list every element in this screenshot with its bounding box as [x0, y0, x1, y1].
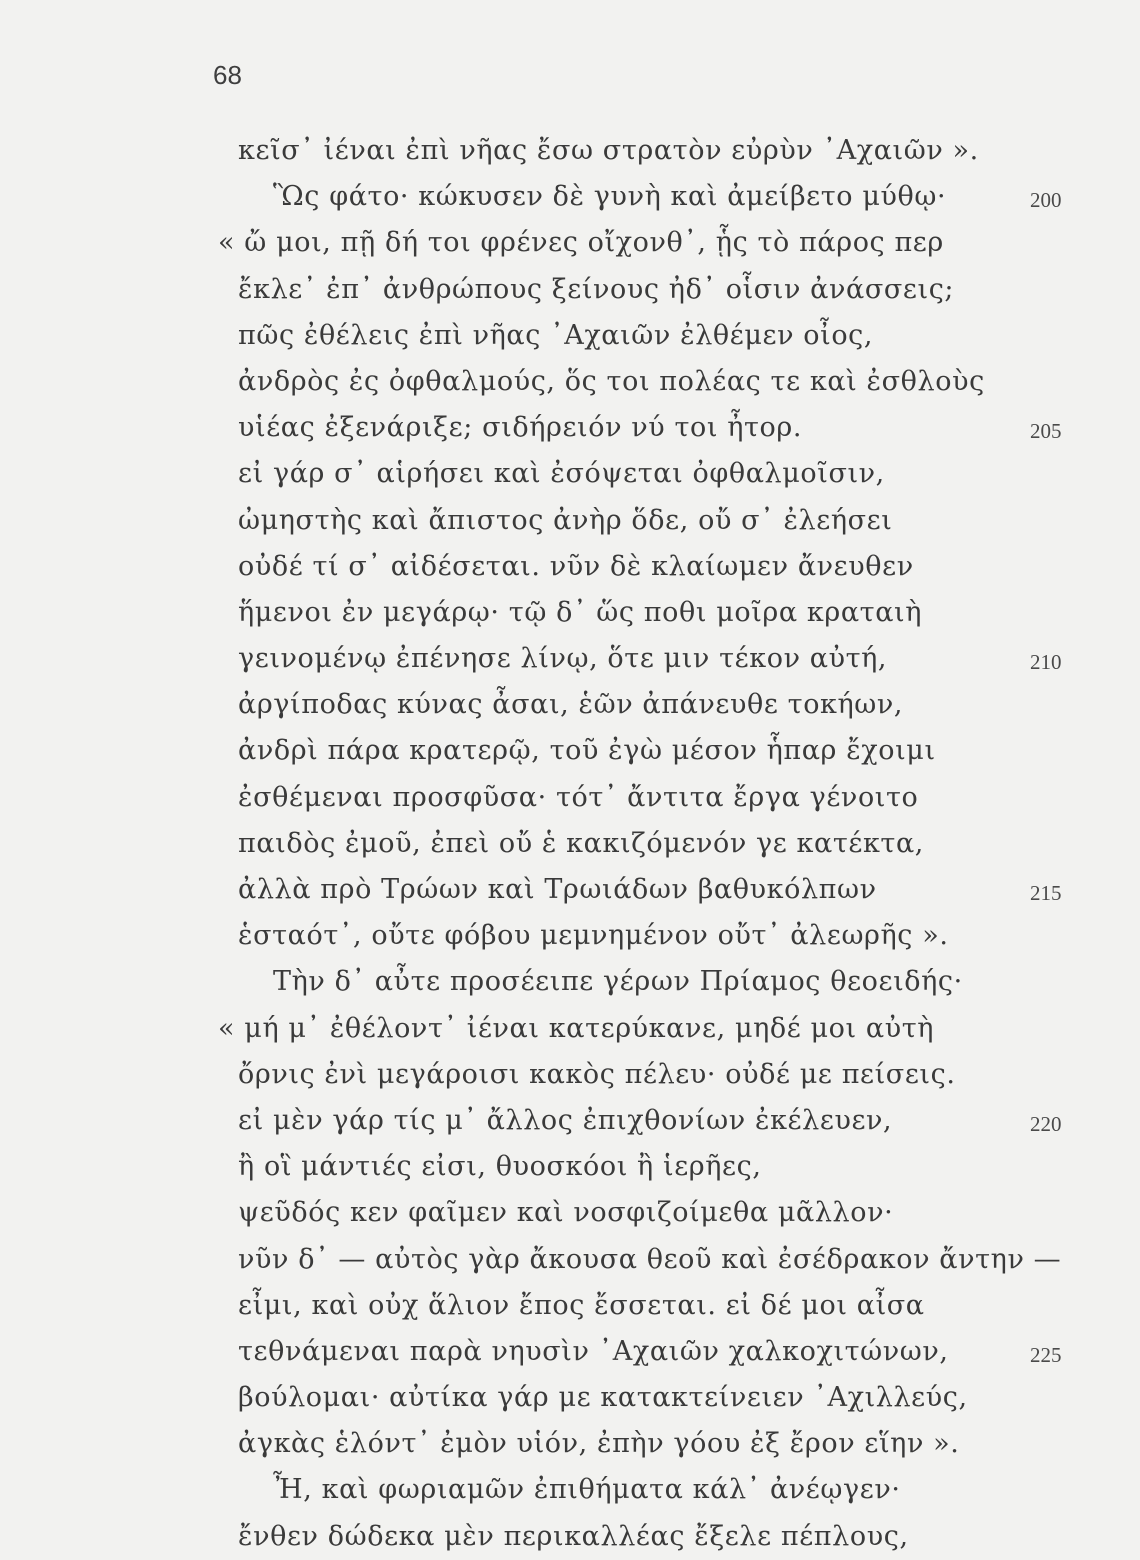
verse-line-text: ἀνδρὸς ἐς ὀφθαλμούς, ὅς τοι πολέας τε καὶ ἐσθλοὺς [238, 365, 985, 397]
line-number: 215 [1030, 881, 1062, 905]
verse-line-text: οὐδέ τί σ᾽ αἰδέσεται. νῦν δὲ κλαίωμεν ἄνευθεν [238, 550, 914, 582]
verse-line [0, 1237, 1140, 1283]
verse-line-text: ἀλλὰ πρὸ Τρώων καὶ Τρωιάδων βαθυκόλπων [238, 874, 877, 905]
verse-line [0, 913, 1140, 959]
verse-line-text: πῶς ἐθέλεις ἐπὶ νῆας ᾿Αχαιῶν ἐλθέμεν οἶος, [238, 319, 874, 351]
verse-line-text: εἶμι, καὶ οὐχ ἅλιον ἔπος ἔσσεται. εἰ δέ μοι αἶσα [238, 1289, 925, 1321]
verse-line-text: τεθνάμεναι παρὰ νηυσὶν ᾿Αχαιῶν χαλκοχιτώνων, [238, 1335, 949, 1367]
verse-line-text: παιδὸς ἐμοῦ, ἐπεὶ οὔ ἑ κακιζόμενόν γε κατέκτα, [238, 827, 924, 859]
verse-line [0, 128, 1140, 174]
verse-line-text: Ὣς φάτο· κώκυσεν δὲ γυνὴ καὶ ἀμείβετο μύθῳ· [273, 181, 947, 213]
verse-line [0, 1283, 1140, 1329]
verse-line [0, 313, 1140, 359]
verse-line-text: Τὴν δ᾽ αὖτε προσέειπε γέρων Πρίαμος θεοειδής· [273, 966, 963, 998]
page-number: 68 [213, 60, 242, 90]
verse-line-text: κεῖσ᾽ ἰέναι ἐπὶ νῆας ἔσω στρατὸν εὐρὺν ᾿Αχαιῶν ». [238, 135, 979, 166]
verse-line [0, 1190, 1140, 1236]
verse-line-text: εἰ μὲν γάρ τίς μ᾽ ἄλλος ἐπιχθονίων ἐκέλευεν, [238, 1104, 893, 1136]
verse-line-text: υἱέας ἐξενάριξε; σιδήρειόν νύ τοι ἦτορ. [238, 412, 803, 444]
verse-line [0, 1514, 1140, 1560]
verse-line-text: Ἦ, καὶ φωριαμῶν ἐπιθήματα κάλ᾽ ἀνέῳγεν· [273, 1474, 901, 1506]
verse-line [0, 821, 1140, 867]
verse-line [0, 1467, 1140, 1513]
verse-line [0, 498, 1140, 544]
verse-line [0, 544, 1140, 590]
verse-line [0, 682, 1140, 728]
verse-line-text: ὠμηστὴς καὶ ἄπιστος ἀνὴρ ὅδε, οὔ σ᾽ ἐλεήσει [238, 504, 893, 536]
verse-line-text: ἥμενοι ἐν μεγάρῳ· τῷ δ᾽ ὥς ποθι μοῖρα κραταιὴ [238, 596, 923, 628]
verse-block [0, 128, 1140, 1560]
verse-line-text: ἀνδρὶ πάρα κρατερῷ, τοῦ ἐγὼ μέσον ἧπαρ ἔχοιμι [238, 735, 936, 767]
verse-line-text: ἔκλε᾽ ἐπ᾽ ἀνθρώπους ξείνους ἠδ᾽ οἷσιν ἀνάσσεις; [238, 273, 955, 305]
verse-line [0, 959, 1140, 1005]
line-number: 205 [1030, 419, 1062, 444]
verse-line [0, 451, 1140, 497]
verse-line [0, 267, 1140, 313]
line-number: 225 [1030, 1342, 1062, 1367]
verse-line-text: γεινομένῳ ἐπένησε λίνῳ, ὅτε μιν τέκον αὐτή, [238, 643, 888, 675]
verse-line [0, 590, 1140, 636]
verse-line [0, 636, 1140, 682]
verse-line-text: ἐσθέμεναι προσφῦσα· τότ᾽ ἄντιτα ἔργα γένοιτο [238, 781, 919, 813]
verse-line [0, 1329, 1140, 1375]
line-number: 210 [1030, 650, 1062, 675]
verse-line [0, 1421, 1140, 1467]
verse-line-text: ψεῦδός κεν φαῖμεν καὶ νοσφιζοίμεθα μᾶλλον· [238, 1197, 894, 1229]
verse-line [0, 220, 1140, 266]
verse-line-text: ἑσταότ᾽, οὔτε φόβου μεμνημένον οὔτ᾽ ἀλεωρῆς ». [238, 920, 949, 952]
verse-line [0, 1144, 1140, 1190]
verse-line-text: « μή μ᾽ ἐθέλοντ᾽ ἰέναι κατερύκανε, μηδέ μοι αὐτὴ [218, 1012, 935, 1044]
verse-line [0, 405, 1140, 451]
line-number: 220 [1030, 1111, 1062, 1136]
verse-line-text: εἰ γάρ σ᾽ αἱρήσει καὶ ἐσόψεται ὀφθαλμοῖσιν, [238, 458, 885, 490]
verse-line [0, 359, 1140, 405]
verse-line-text: βούλομαι· αὐτίκα γάρ με κατακτείνειεν ᾿Αχιλλεύς, [238, 1382, 968, 1414]
verse-line-text: « ὤ μοι, πῇ δή τοι φρένες οἴχονθ᾽, ᾗς τὸ πάρος περ [218, 227, 944, 259]
verse-line [0, 1375, 1140, 1421]
verse-line-text: ἀγκὰς ἑλόντ᾽ ἐμὸν υἱόν, ἐπὴν γόου ἐξ ἔρον εἵην ». [238, 1428, 960, 1460]
verse-line-text: ἔνθεν δώδεκα μὲν περικαλλέας ἔξελε πέπλους, [238, 1520, 909, 1552]
verse-line [0, 1098, 1140, 1144]
verse-line [0, 728, 1140, 774]
verse-line [0, 174, 1140, 220]
verse-line [0, 775, 1140, 821]
verse-line-text: ἀργίποδας κύνας ἆσαι, ἑῶν ἀπάνευθε τοκήων, [238, 689, 904, 721]
verse-line [0, 867, 1140, 913]
verse-line [0, 1052, 1140, 1098]
verse-line-text: ὄρνις ἐνὶ μεγάροισι κακὸς πέλευ· οὐδέ με πείσεις. [238, 1058, 956, 1090]
verse-line [0, 1006, 1140, 1052]
verse-line-text: ἢ οἳ μάντιές εἰσι, θυοσκόοι ἢ ἱερῆες, [238, 1151, 762, 1183]
verse-line-text: νῦν δ᾽ — αὐτὸς γὰρ ἄκουσα θεοῦ καὶ ἐσέδρακον ἄντην — [238, 1243, 1062, 1275]
line-number: 200 [1030, 188, 1062, 213]
